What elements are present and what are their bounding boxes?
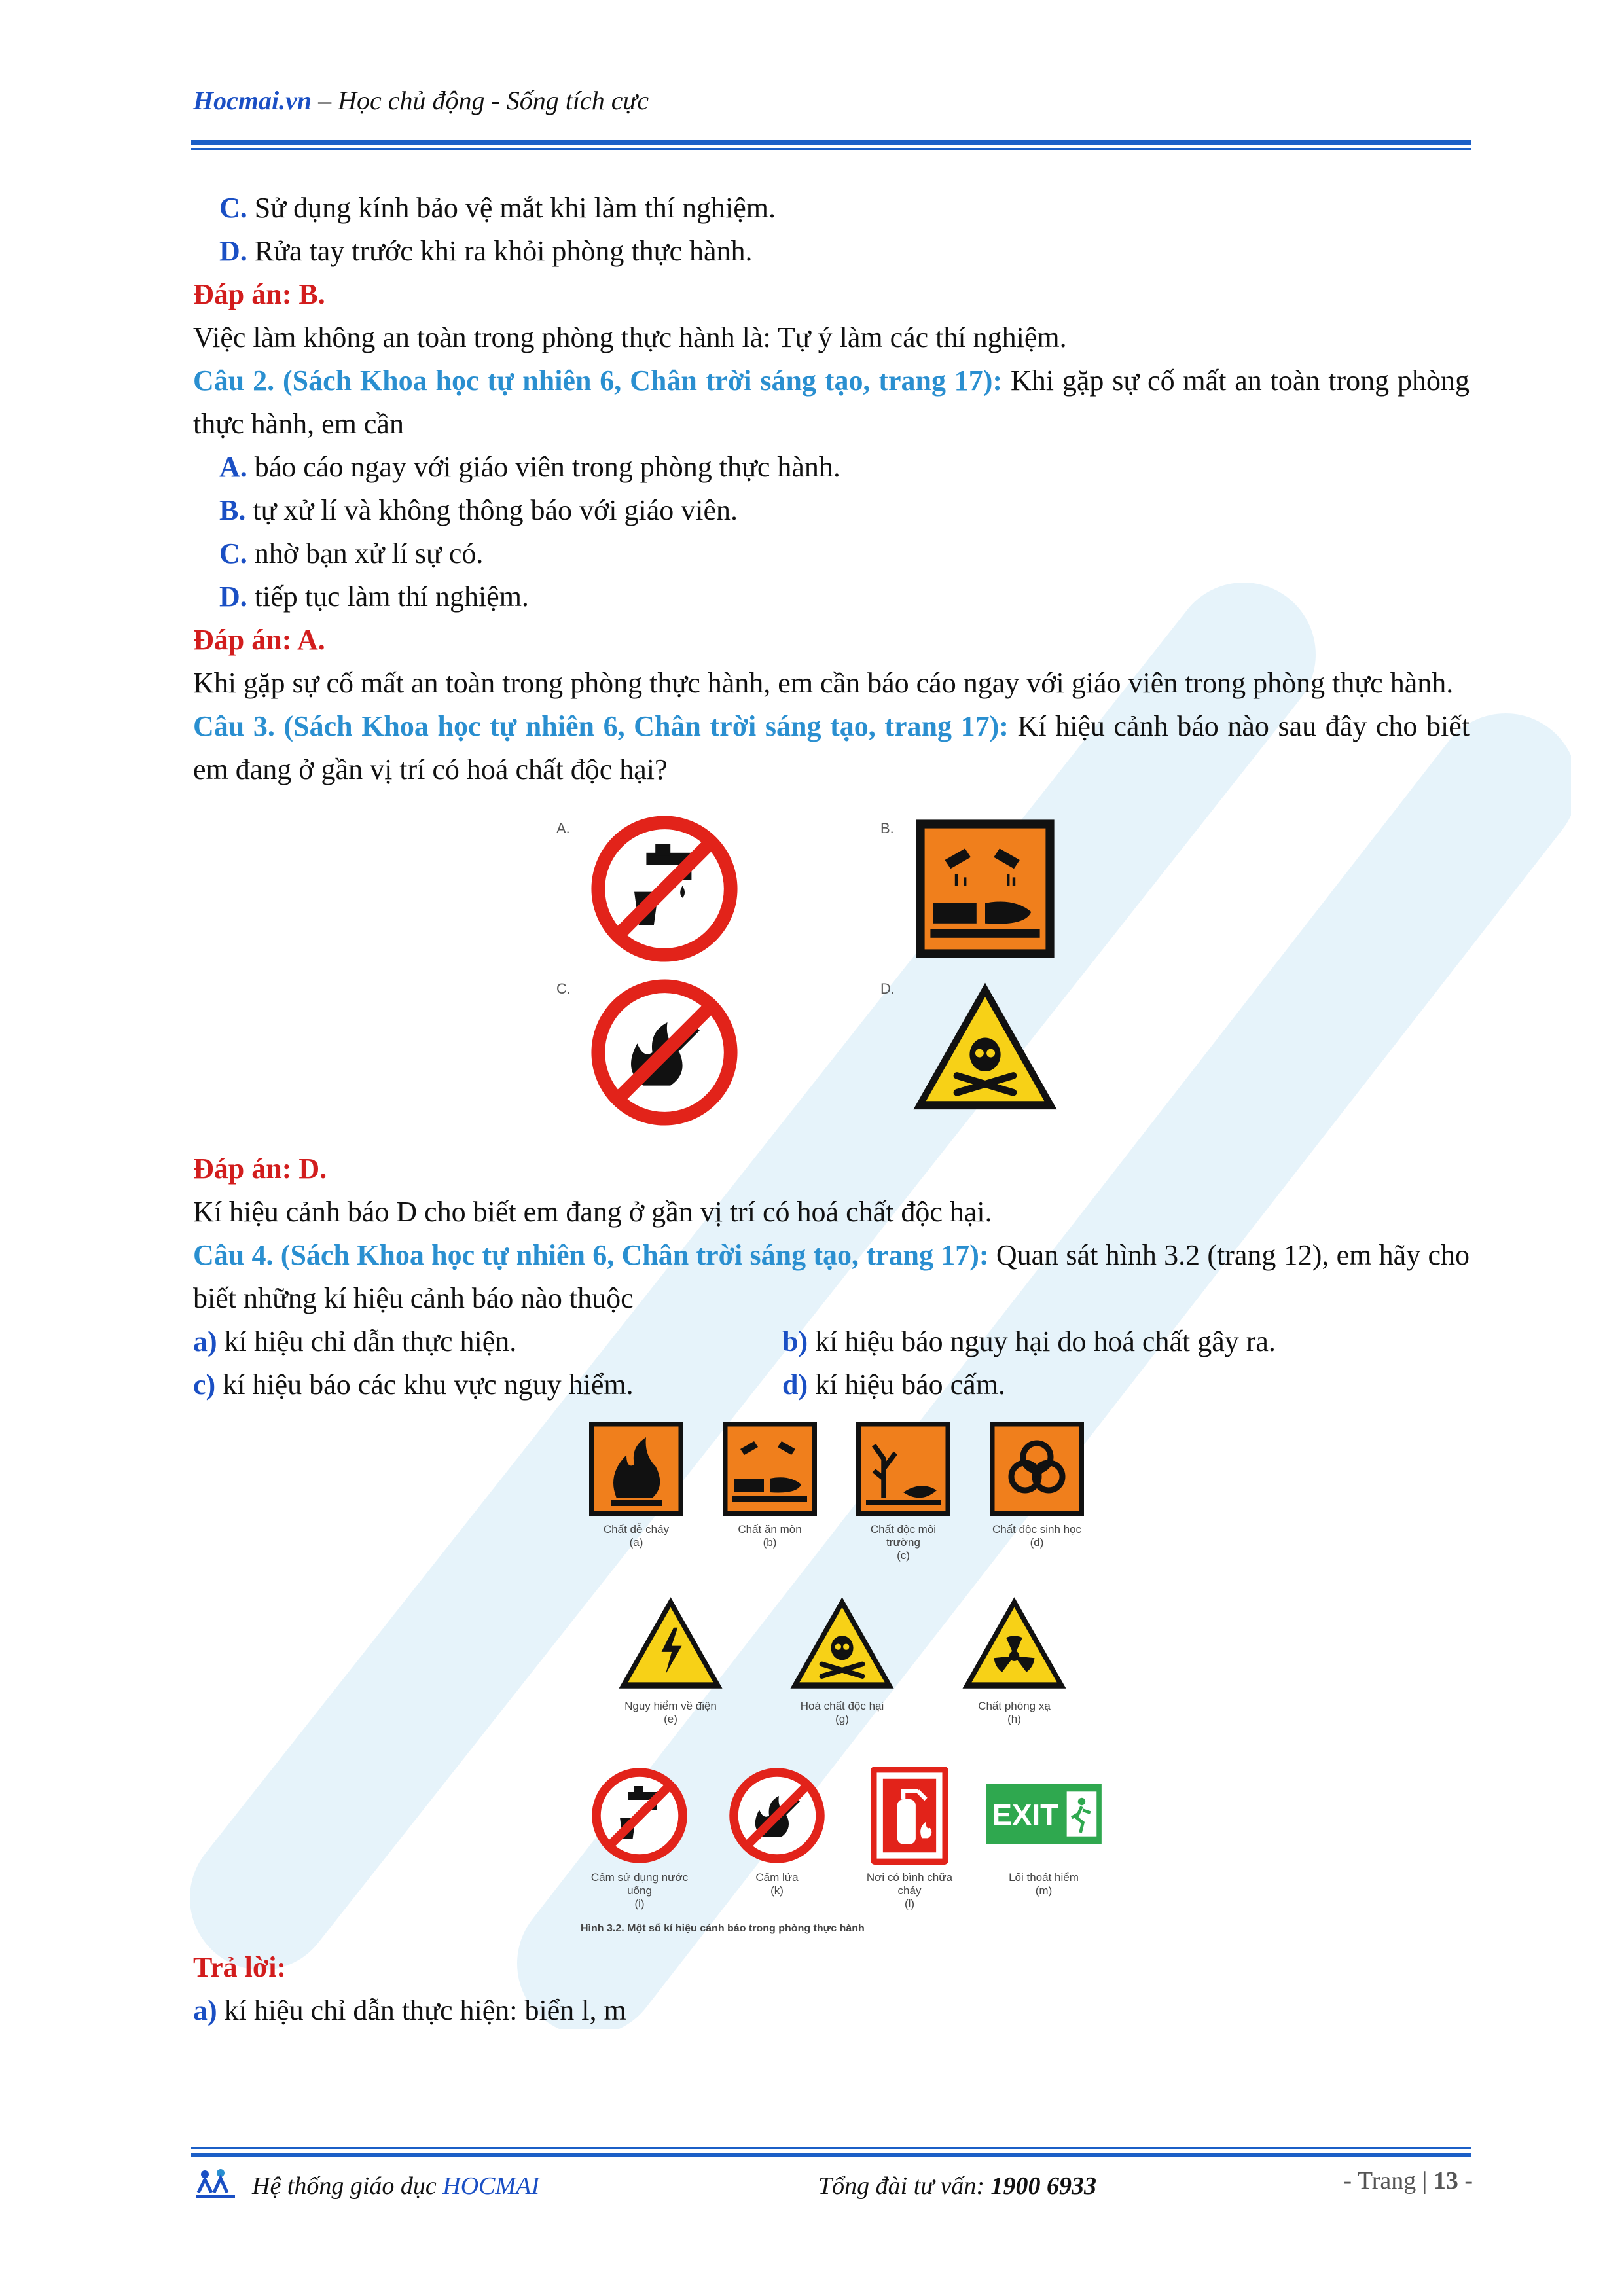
option-text: Rửa tay trước khi ra khỏi phòng thực hành. — [247, 235, 753, 267]
caption-letter: (c) — [897, 1549, 910, 1562]
option-letter: D. — [219, 581, 247, 613]
question-text: Kí hiệu cảnh báo nào sau đây cho biết em đang ở gần vị trí có hoá chất độc hại? — [193, 710, 1470, 785]
footer-rule-thin — [191, 2147, 1471, 2149]
footer-page-number — [1343, 2166, 1473, 2195]
caption-letter: (k) — [770, 1884, 784, 1897]
q2-option-d — [193, 575, 1470, 619]
caption-text: Nơi có bình chữa cháy — [866, 1871, 953, 1897]
page-suffix: - — [1458, 2167, 1473, 2195]
footer-hotline-prefix: Tổng đài tư vấn: — [818, 2172, 991, 2200]
caption-a — [581, 1523, 692, 1549]
option-letter: a) — [193, 1325, 217, 1357]
option-text: Sử dụng kính bảo vệ mắt khi làm thí nghiệm. — [247, 192, 776, 224]
q4-question — [193, 1234, 1470, 1320]
caption-k — [718, 1871, 836, 1897]
q2-option-b — [193, 489, 1470, 532]
option-text: báo cáo ngay với giáo viên trong phòng thực hành. — [247, 451, 840, 483]
q2-explanation: Khi gặp sự cố mất an toàn trong phòng thực hành, em cần báo cáo ngay với giáo viên trong phòng thực hành. — [193, 667, 1454, 699]
caption-text: Chất độc môi trường — [870, 1523, 937, 1549]
no-drinking-water-sign-icon — [590, 1767, 689, 1865]
sign-label-b: B. — [880, 820, 894, 836]
q3-sign-figure — [550, 800, 1087, 1134]
toxic-chemical-icon — [785, 1593, 899, 1695]
footer-hotline — [818, 2172, 1096, 2200]
footer-org-prefix: Hệ thống giáo dục — [252, 2172, 443, 2200]
question-text: Quan sát hình 3.2 (trang 12), em hãy cho biết những kí hiệu cảnh báo nào thuộc — [193, 1239, 1470, 1314]
caption-c — [854, 1523, 952, 1562]
q4-option-b — [782, 1320, 1276, 1363]
option-letter: D. — [219, 235, 247, 267]
page-footer — [193, 2166, 1473, 2206]
header-slogan: – Học chủ động - Sống tích cực — [312, 86, 649, 115]
option-letter: B. — [219, 494, 246, 526]
option-letter: A. — [219, 451, 247, 483]
caption-letter: (h) — [1007, 1713, 1021, 1725]
figure-3-2 — [581, 1413, 1124, 1937]
page-prefix: - Trang | — [1343, 2167, 1434, 2195]
q4-option-a — [193, 1320, 782, 1363]
sign-label-d: D. — [880, 980, 895, 997]
corrosive-icon — [721, 1420, 819, 1518]
caption-letter: (l) — [904, 1897, 915, 1910]
footer-org-name: HOCMAI — [442, 2172, 540, 2200]
question-heading: Câu 3. (Sách Khoa học tự nhiên 6, Chân trời sáng tạo, trang 17): — [193, 710, 1009, 742]
option-text: kí hiệu báo cấm. — [808, 1369, 1005, 1401]
no-drinking-water-icon — [589, 814, 740, 964]
toxic-hazard-icon — [907, 977, 1064, 1118]
q3-answer: Đáp án: D. — [193, 1153, 327, 1185]
question-heading: Câu 2. (Sách Khoa học tự nhiên 6, Chân trời sáng tạo, trang 17): — [193, 365, 1003, 397]
option-text: tự xử lí và không thông báo với giáo viên. — [245, 494, 738, 526]
exit-sign-text: EXIT — [992, 1798, 1058, 1832]
caption-letter: (d) — [1030, 1536, 1044, 1549]
no-fire-icon — [589, 977, 740, 1128]
electrical-hazard-icon — [613, 1593, 728, 1695]
caption-text: Hoá chất độc hại — [800, 1700, 884, 1712]
page-no: 13 — [1433, 2167, 1458, 2195]
caption-letter: (i) — [634, 1897, 645, 1910]
caption-text: Cấm sử dụng nước uống — [590, 1871, 689, 1897]
brand-name: Hocmai.vn — [193, 86, 312, 115]
option-letter: c) — [193, 1369, 216, 1401]
option-letter: d) — [782, 1369, 808, 1401]
option-text: kí hiệu báo các khu vực nguy hiểm. — [215, 1369, 634, 1401]
caption-i — [581, 1871, 698, 1910]
caption-letter: (a) — [629, 1536, 643, 1549]
option-text: nhờ bạn xử lí sự có. — [247, 537, 484, 569]
footer-rule — [191, 2153, 1471, 2157]
reply-heading: Trả lời: — [193, 1951, 287, 1983]
caption-text: Lối thoát hiểm — [1009, 1871, 1079, 1884]
caption-text: Chất độc sinh học — [992, 1523, 1082, 1535]
caption-text: Chất phóng xạ — [978, 1700, 1051, 1712]
caption-text: Nguy hiểm về điện — [624, 1700, 717, 1712]
reply-a — [193, 1989, 1470, 2032]
header-rule — [191, 140, 1471, 145]
fire-extinguisher-icon — [869, 1763, 950, 1868]
option-letter: C. — [219, 192, 247, 224]
option-text: kí hiệu chỉ dẫn thực hiện. — [217, 1325, 517, 1357]
caption-b — [714, 1523, 825, 1549]
caption-letter: (b) — [763, 1536, 777, 1549]
page-header — [193, 85, 649, 116]
hocmai-logo-icon — [193, 2166, 239, 2202]
q1-option-c — [193, 187, 1470, 230]
caption-letter: (g) — [835, 1713, 849, 1725]
caption-h — [944, 1700, 1085, 1726]
q2-option-c — [193, 532, 1470, 575]
option-text: kí hiệu chỉ dẫn thực hiện: biển l, m — [217, 1994, 626, 2026]
footer-hotline-number: 1900 6933 — [990, 2172, 1096, 2200]
q2-question — [193, 359, 1470, 446]
option-letter: a) — [193, 1994, 217, 2026]
q4-option-d — [782, 1363, 1005, 1407]
caption-text: Chất dễ cháy — [603, 1523, 670, 1535]
q2-option-a — [193, 446, 1470, 489]
question-heading: Câu 4. (Sách Khoa học tự nhiên 6, Chân trời sáng tạo, trang 17): — [193, 1239, 989, 1271]
option-text: kí hiệu báo nguy hại do hoá chất gây ra. — [808, 1325, 1276, 1357]
exit-sign-icon — [983, 1783, 1104, 1845]
sign-label-a: A. — [556, 820, 570, 836]
footer-org — [252, 2172, 539, 2200]
q4-options-row-2 — [193, 1363, 1470, 1407]
corrosive-sign-icon — [913, 817, 1057, 961]
flammable-icon — [587, 1420, 685, 1518]
q3-question — [193, 705, 1470, 791]
environmental-hazard-icon — [854, 1420, 952, 1518]
caption-letter: (e) — [664, 1713, 677, 1725]
q3-explanation: Kí hiệu cảnh báo D cho biết em đang ở gần vị trí có hoá chất độc hại. — [193, 1196, 992, 1228]
caption-e — [600, 1700, 741, 1726]
caption-m — [983, 1871, 1104, 1897]
option-letter: b) — [782, 1325, 808, 1357]
caption-d — [988, 1523, 1086, 1549]
q1-option-d — [193, 230, 1470, 273]
caption-text: Cấm lửa — [755, 1871, 799, 1884]
header-rule-thin — [191, 148, 1471, 150]
q4-option-c — [193, 1363, 782, 1407]
caption-text: Chất ăn mòn — [738, 1523, 802, 1535]
no-fire-sign-icon — [728, 1767, 826, 1865]
caption-l — [856, 1871, 964, 1910]
caption-letter: (m) — [1035, 1884, 1053, 1897]
option-text: tiếp tục làm thí nghiệm. — [247, 581, 529, 613]
biohazard-icon — [988, 1420, 1086, 1518]
caption-g — [772, 1700, 912, 1726]
radioactive-icon — [957, 1593, 1072, 1695]
document-body — [193, 187, 1470, 2032]
question-text: Khi gặp sự cố mất an toàn trong phòng thực hành, em cần — [193, 365, 1470, 440]
q1-explanation: Việc làm không an toàn trong phòng thực hành là: Tự ý làm các thí nghiệm. — [193, 321, 1067, 353]
figure-caption: Hình 3.2. Một số kí hiệu cảnh báo trong phòng thực hành — [581, 1923, 865, 1934]
q4-options-row-1 — [193, 1320, 1470, 1363]
q1-answer: Đáp án: B. — [193, 278, 325, 310]
sign-label-c: C. — [556, 980, 571, 997]
q2-answer: Đáp án: A. — [193, 624, 325, 656]
option-letter: C. — [219, 537, 247, 569]
